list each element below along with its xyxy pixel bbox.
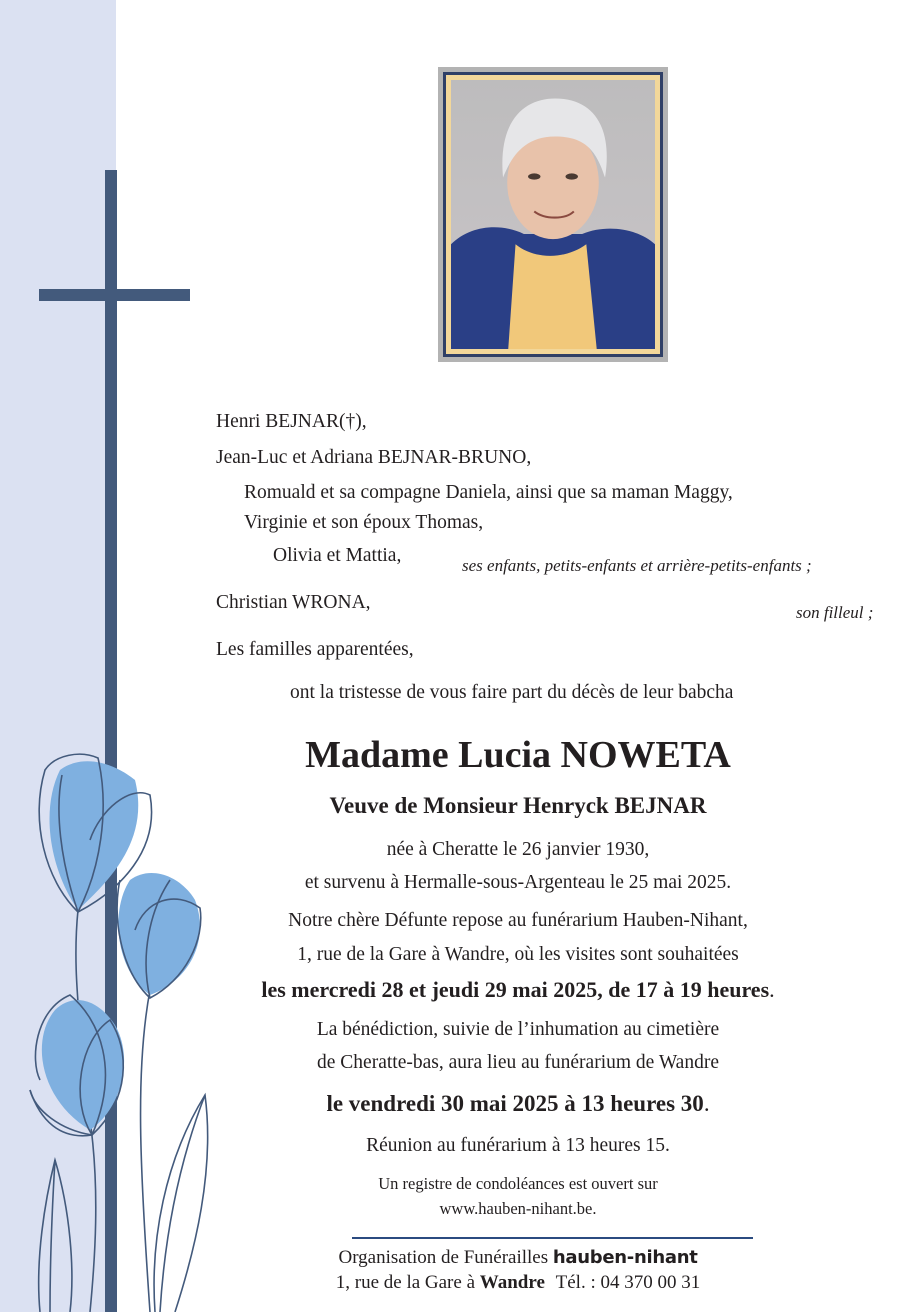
family-line-4: Virginie et son époux Thomas, xyxy=(244,512,484,533)
ceremony-line-2: de Cheratte-bas, aura lieu au funérarium de Wandre xyxy=(317,1052,719,1073)
footer-divider xyxy=(352,1237,753,1239)
godson-note: son filleul ; xyxy=(796,603,874,622)
spouse-line: Veuve de Monsieur Henryck BEJNAR xyxy=(329,793,707,818)
visitation-dates: les mercredi 28 et jeudi 29 mai 2025, de 17 à 19 heures. xyxy=(261,977,775,1002)
death-line: et survenu à Hermalle-sous-Argenteau le 25 mai 2025. xyxy=(304,872,732,893)
brand-logo: hauben-nihant xyxy=(552,1247,698,1268)
ceremony-line-1: La bénédiction, suivie de l’inhumation au cimetière xyxy=(316,1019,720,1040)
family-line-6: Christian WRONA, xyxy=(216,592,371,613)
family-line-2: Jean-Luc et Adriana BEJNAR-BRUNO, xyxy=(216,447,532,468)
visitation-line-2: 1, rue de la Gare à Wandre, où les visites sont souhaitées xyxy=(297,944,739,965)
children-note: ses enfants, petits-enfants et arrière-petits-enfants ; xyxy=(462,556,812,575)
register-line-1: Un registre de condoléances est ouvert sur xyxy=(378,1174,658,1193)
meeting-line: Réunion au funérarium à 13 heures 15. xyxy=(366,1135,670,1156)
birth-line: née à Cheratte le 26 janvier 1930, xyxy=(386,839,650,860)
footer-organisation: Organisation de Funérailles hauben-nihant xyxy=(338,1247,698,1268)
portrait-photo xyxy=(451,80,655,349)
cross-horizontal-bar xyxy=(39,289,190,301)
ceremony-date: le vendredi 30 mai 2025 à 13 heures 30. xyxy=(326,1091,710,1116)
deceased-name: Madame Lucia NOWETA xyxy=(305,734,731,776)
announcement-intro: ont la tristesse de vous faire part du décès de leur babcha xyxy=(290,682,734,703)
footer-address: 1, rue de la Gare à Wandre Tél. : 04 370 00 31 xyxy=(335,1272,701,1293)
family-line-1: Henri BEJNAR(†), xyxy=(216,411,367,432)
portrait-frame xyxy=(438,67,668,362)
family-line-7: Les familles apparentées, xyxy=(216,639,414,660)
visitation-line-1: Notre chère Défunte repose au funérarium Hauben-Nihant, xyxy=(288,910,748,931)
family-line-3: Romuald et sa compagne Daniela, ainsi que sa maman Maggy, xyxy=(244,482,733,503)
register-url[interactable]: www.hauben-nihant.be. xyxy=(439,1199,597,1218)
family-line-5: Olivia et Mattia, xyxy=(273,545,402,566)
